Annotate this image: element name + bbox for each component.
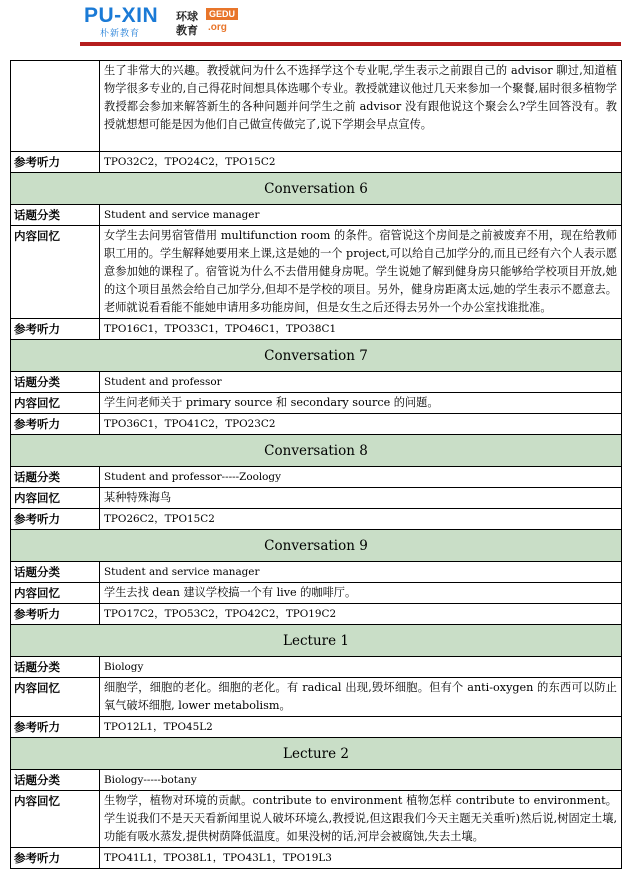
category-cell: Student and service manager bbox=[100, 205, 622, 226]
content-cell: 学生去找 dean 建议学校搞一个有 live 的咖啡厅。 bbox=[100, 583, 622, 604]
content-row bbox=[11, 583, 622, 604]
reference-cell: TPO41L1，TPO38L1，TPO43L1，TPO19L3 bbox=[100, 848, 622, 869]
reference-row bbox=[11, 604, 622, 625]
reference-label: 参考听力 bbox=[11, 717, 100, 738]
content-row bbox=[11, 791, 622, 848]
category-label: 话题分类 bbox=[11, 562, 100, 583]
section-title: Conversation 9 bbox=[11, 530, 622, 562]
content-row bbox=[11, 678, 622, 717]
reference-label: 参考听力 bbox=[11, 848, 100, 869]
category-label: 话题分类 bbox=[11, 467, 100, 488]
reference-label: 参考听力 bbox=[11, 319, 100, 340]
reference-row bbox=[11, 319, 622, 340]
content-cell: 细胞学，细胞的老化。细胞的老化。有 radical 出现,毁坏细胞。但有个 anti-oxygen 的东西可以防止氧气破坏细胞, lower metabolism。 bbox=[100, 678, 622, 717]
category-row bbox=[11, 562, 622, 583]
logo-edu-text: 教育 bbox=[176, 24, 198, 37]
content-label: 内容回忆 bbox=[11, 583, 100, 604]
category-row bbox=[11, 467, 622, 488]
category-cell: Biology bbox=[100, 657, 622, 678]
category-cell: Student and service manager bbox=[100, 562, 622, 583]
content-label: 内容回忆 bbox=[11, 226, 100, 319]
section-header-row bbox=[11, 738, 622, 770]
category-row bbox=[11, 657, 622, 678]
recall-table bbox=[10, 60, 622, 869]
category-cell: Biology-----botany bbox=[100, 770, 622, 791]
page-header bbox=[0, 0, 634, 60]
content-label: 内容回忆 bbox=[11, 488, 100, 509]
reference-cell: TPO17C2，TPO53C2，TPO42C2，TPO19C2 bbox=[100, 604, 622, 625]
section-header-row bbox=[11, 625, 622, 657]
content-cell: 生物学，植物对环境的贡献。contribute to environment 植物怎样 contribute to environment。学生说我们不是天天看新闻里说人破坏环境么,教授说,但这跟我们今天主题无关重听)然后说,树固定土壤,功能有吸水蒸发,提供树荫降低温度。如果没树的话,河岸会被腐蚀,失去土壤。 bbox=[100, 791, 622, 848]
category-cell: Student and professor-----Zoology bbox=[100, 467, 622, 488]
row-label bbox=[11, 61, 100, 152]
content-label: 内容回忆 bbox=[11, 678, 100, 717]
section-header-row bbox=[11, 435, 622, 467]
intro-content-cell: 生了非常大的兴趣。教授就问为什么不选择学这个专业呢,学生表示之前跟自己的 advisor 聊过,知道植物学很多专业的,自己得花时间想具体选哪个专业。教授就建议他过几天来参加一个聚餐,届时很多植物学教授都会参加来解答新生的各种问题并问学生之前 advisor 没有跟他说这个聚会么?学生回答没有。教授就想想可能是因为他们自己做宣传做完了,说下学期会早点宣传。 bbox=[100, 61, 622, 152]
header-divider bbox=[80, 42, 621, 46]
reference-cell: TPO26C2，TPO15C2 bbox=[100, 509, 622, 530]
section-title: Conversation 8 bbox=[11, 435, 622, 467]
section-title: Conversation 6 bbox=[11, 173, 622, 205]
content-row bbox=[11, 226, 622, 319]
logo-global-text: 环球 bbox=[176, 10, 198, 23]
intro-content-row bbox=[11, 61, 622, 152]
intro-reference-row bbox=[11, 152, 622, 173]
logo-org-text: .org bbox=[208, 22, 227, 33]
category-label: 话题分类 bbox=[11, 657, 100, 678]
category-row bbox=[11, 770, 622, 791]
intro-reference-cell: TPO32C2，TPO24C2，TPO15C2 bbox=[100, 152, 622, 173]
reference-row bbox=[11, 414, 622, 435]
logo-gedu-badge: GEDU bbox=[206, 8, 238, 20]
category-cell: Student and professor bbox=[100, 372, 622, 393]
content-cell: 某种特殊海鸟 bbox=[100, 488, 622, 509]
reference-label: 参考听力 bbox=[11, 604, 100, 625]
content-cell: 学生问老师关于 primary source 和 secondary source 的问题。 bbox=[100, 393, 622, 414]
content-label: 内容回忆 bbox=[11, 393, 100, 414]
reference-row bbox=[11, 509, 622, 530]
section-title: Lecture 1 bbox=[11, 625, 622, 657]
section-title: Conversation 7 bbox=[11, 340, 622, 372]
category-label: 话题分类 bbox=[11, 770, 100, 791]
content-row bbox=[11, 393, 622, 414]
puxin-gedu-logo bbox=[84, 4, 284, 44]
category-label: 话题分类 bbox=[11, 205, 100, 226]
category-label: 话题分类 bbox=[11, 372, 100, 393]
section-header-row bbox=[11, 340, 622, 372]
reference-label: 参考听力 bbox=[11, 509, 100, 530]
reference-cell: TPO36C1，TPO41C2，TPO23C2 bbox=[100, 414, 622, 435]
section-title: Lecture 2 bbox=[11, 738, 622, 770]
category-row bbox=[11, 372, 622, 393]
reference-label: 参考听力 bbox=[11, 152, 100, 173]
content-cell: 女学生去问男宿管借用 multifunction room 的条件。宿管说这个房间是之前被废弃不用，现在给教师职工用的。学生解释她要用来上课,这是她的一个 project,可以给自己加学分的,而且已经有六个人表示愿意参加她的课程了。宿管说为什么不去借用健身房呢。学生说她了解到健身房只能够给学校项目开放,她的这个项目虽然会给自己加学分,但却不是学校的项目。另外，健身房距离太远,她的学生表示不愿意去。老师就说看看能不能她申请用多功能房间，但是女生之后还得去另外一个办公室找谁批准。 bbox=[100, 226, 622, 319]
reference-label: 参考听力 bbox=[11, 414, 100, 435]
logo-puxin-subtext: 朴新教育 bbox=[100, 28, 141, 38]
category-row bbox=[11, 205, 622, 226]
reference-row bbox=[11, 848, 622, 869]
reference-cell: TPO12L1，TPO45L2 bbox=[100, 717, 622, 738]
section-header-row bbox=[11, 173, 622, 205]
reference-cell: TPO16C1，TPO33C1，TPO46C1，TPO38C1 bbox=[100, 319, 622, 340]
section-header-row bbox=[11, 530, 622, 562]
content-row bbox=[11, 488, 622, 509]
reference-row bbox=[11, 717, 622, 738]
logo-puxin-text: PU-XIN bbox=[84, 4, 159, 27]
content-label: 内容回忆 bbox=[11, 791, 100, 848]
